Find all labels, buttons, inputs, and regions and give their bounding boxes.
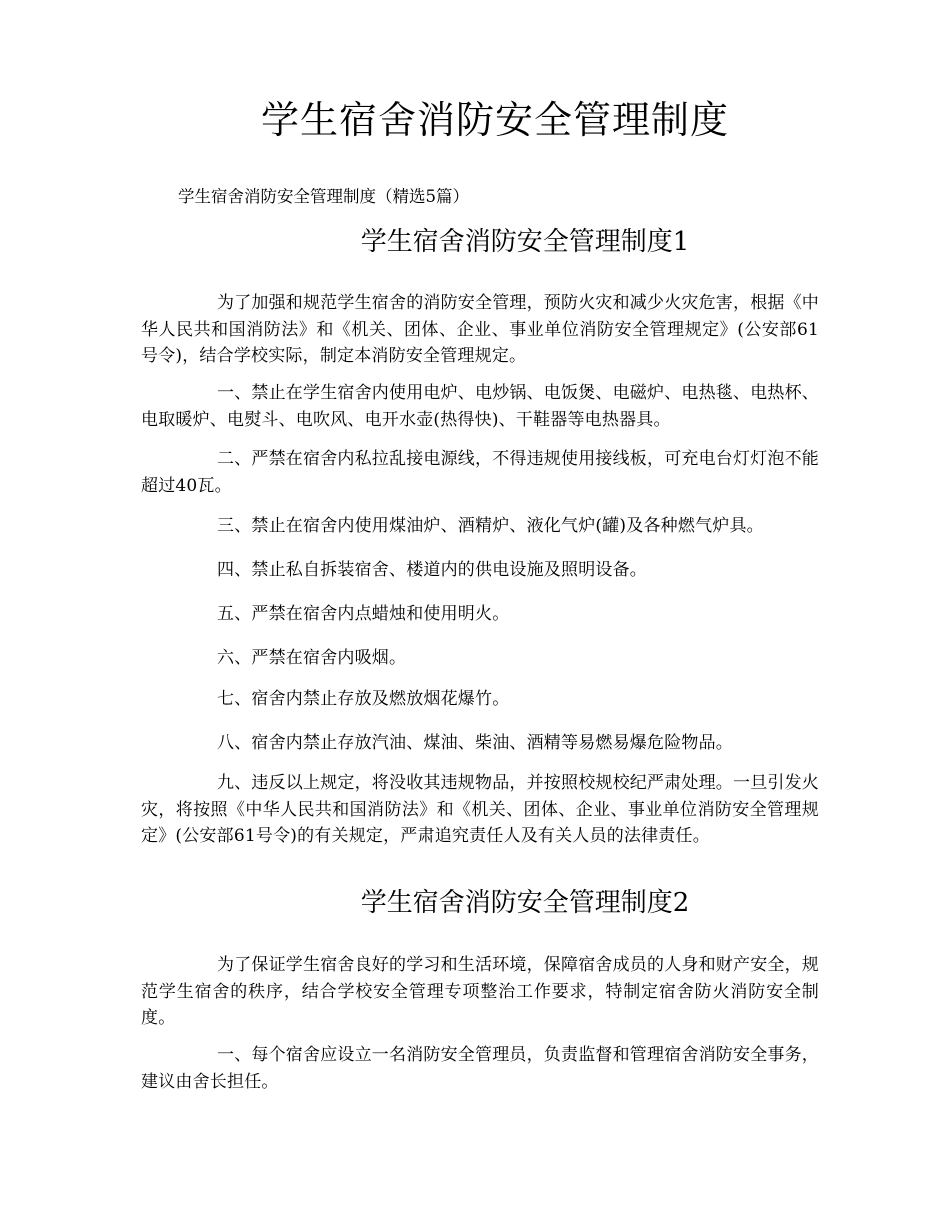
paragraph: 三、禁止在宿舍内使用煤油炉、酒精炉、液化气炉(罐)及各种燃气炉具。 (217, 516, 764, 536)
paragraph: 为了保证学生宿舍良好的学习和生活环境，保障宿舍成员的人身和财产安全，规范学生宿舍的秩序，结合学校安全管理专项整治工作要求，特制定宿舍防火消防安全制度。 (141, 955, 819, 1028)
paragraph: 七、宿舍内禁止存放及燃放烟花爆竹。 (217, 689, 510, 709)
section-heading-2: 学生宿舍消防安全管理制度2 (360, 888, 690, 918)
paragraph: 五、严禁在宿舍内点蜡烛和使用明火。 (217, 604, 510, 624)
paragraph: 一、禁止在学生宿舍内使用电炉、电炒锅、电饭煲、电磁炉、电热毯、电热杯、电取暖炉、电熨斗、电吹风、电开水壶(热得快)、干鞋器等电热器具。 (141, 383, 819, 430)
paragraph: 四、禁止私自拆装宿舍、楼道内的供电设施及照明设备。 (217, 560, 647, 580)
section-heading-1: 学生宿舍消防安全管理制度1 (360, 227, 690, 257)
paragraph: 为了加强和规范学生宿舍的消防安全管理，预防火灾和减少火灾危害，根据《中华人民共和国消防法》和《机关、团体、企业、事业单位消防安全管理规定》(公安部61号令)，结合学校实际，制定本消防安全管理规定。 (141, 293, 819, 366)
document-subtitle: 学生宿舍消防安全管理制度（精选5篇） (178, 187, 469, 206)
paragraph: 八、宿舍内禁止存放汽油、煤油、柴油、酒精等易燃易爆危险物品。 (217, 733, 733, 753)
paragraph: 一、每个宿舍应设立一名消防安全管理员，负责监督和管理宿舍消防安全事务，建议由舍长担任。 (141, 1045, 819, 1092)
paragraph: 九、违反以上规定，将没收其违规物品，并按照校规校纪严肃处理。一旦引发火灾，将按照《中华人民共和国消防法》和《机关、团体、企业、事业单位消防安全管理规定》(公安部61号令)的有关规定，严肃追究责任人及有关人员的法律责任。 (141, 773, 819, 846)
paragraph: 二、严禁在宿舍内私拉乱接电源线，不得违规使用接线板，可充电台灯灯泡不能超过40瓦。 (141, 449, 819, 496)
document-title: 学生宿舍消防安全管理制度 (260, 98, 729, 142)
paragraph: 六、严禁在宿舍内吸烟。 (217, 648, 407, 668)
